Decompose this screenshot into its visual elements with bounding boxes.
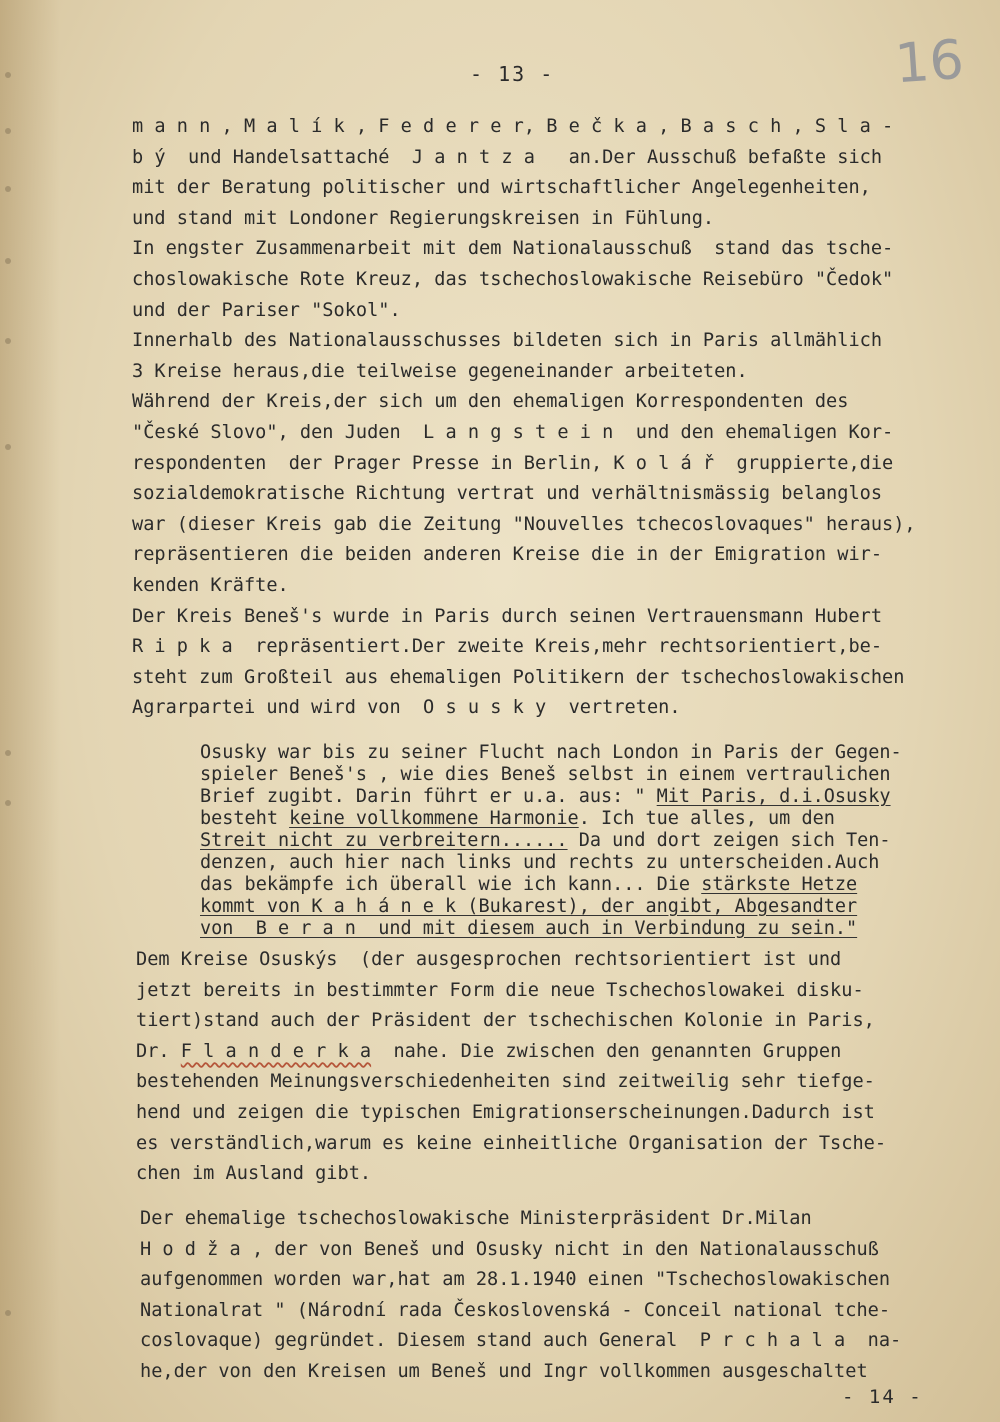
binding-hole: [5, 258, 11, 264]
underlined-text: stärkste Hetze: [701, 874, 858, 895]
text-line: choslowakische Rote Kreuz, das tschechoslowakische Reisebüro "Čedok": [132, 268, 894, 290]
binding-hole: [5, 750, 11, 756]
text-line: Agrarpartei und wird von O s u s k y vertreten.: [132, 697, 681, 719]
text-line: jetzt bereits in bestimmter Form die neue Tschechoslowakei disku-: [136, 979, 864, 1001]
text-line: kenden Kräfte.: [132, 574, 289, 596]
text-span: nahe. Die zwischen den genannten Gruppen: [371, 1040, 842, 1062]
binding-hole: [5, 186, 11, 192]
underlined-text: Mit Paris, d.i.Osusky: [656, 786, 891, 807]
text-line: mit der Beratung politischer und wirtschaftlicher Angelegenheiten,: [132, 177, 871, 199]
quote-text: das bekämpfe ich überall wie ich kann... Die: [200, 874, 702, 895]
text-line: coslovaque) gegründet. Diesem stand auch General P r c h a l a na-: [140, 1330, 902, 1352]
binding-hole: [5, 800, 11, 806]
paragraph-main: [132, 112, 982, 724]
text-line: Der ehemalige tschechoslowakische Ministerpräsident Dr.Milan: [140, 1208, 812, 1229]
paragraph-hodza: [140, 1204, 990, 1388]
text-line: m a n n , M a l í k , F e d e r e r, B e č k a , B a s c h , S l a -: [132, 116, 894, 137]
quote-text: besteht: [200, 808, 290, 829]
text-line: und der Pariser "Sokol".: [132, 299, 401, 321]
next-page-marker: - 14 -: [842, 1386, 923, 1408]
quote-line: [200, 786, 980, 808]
text-line: war (dieser Kreis gab die Zeitung "Nouvelles tchecoslovaques" heraus),: [132, 513, 916, 535]
text-line: H o d ž a , der von Beneš und Osusky nicht in den Nationalausschuß: [140, 1238, 879, 1260]
text-line: Nationalrat " (Národní rada Československá - Conceil national tche-: [140, 1299, 891, 1321]
quote-line-underlined: von B e r a n und mit diesem auch in Verbindung zu sein.": [200, 918, 858, 939]
text-line: aufgenommen worden war,hat am 28.1.1940 einen "Tschechoslowakischen: [140, 1269, 891, 1291]
underlined-text: keine vollkommene Harmonie: [289, 808, 579, 829]
quote-line: denzen, auch hier nach links und rechts zu unterscheiden.Auch: [200, 852, 880, 873]
text-line: repräsentieren die beiden anderen Kreise die in der Emigration wir-: [132, 544, 883, 566]
text-line: hend und zeigen die typischen Emigrationserscheinungen.Dadurch ist: [136, 1101, 875, 1123]
quote-text: Da und dort zeigen sich Ten-: [567, 830, 891, 851]
binding-hole: [5, 338, 11, 344]
archive-folio-number: 16: [892, 27, 966, 96]
binding-holes: [5, 0, 17, 1422]
quote-text: Brief zugibt. Darin führt er u.a. aus: ": [200, 786, 657, 807]
text-line: steht zum Großteil aus ehemaligen Politikern der tschechoslowakischen: [132, 666, 905, 688]
red-underlined-name: F l a n d e r k a: [180, 1040, 372, 1062]
text-line: tiert)stand auch der Präsident der tschechischen Kolonie in Paris,: [136, 1010, 875, 1032]
quote-line: spieler Beneš's , wie dies Beneš selbst in einem vertraulichen: [200, 764, 891, 785]
text-line: "České Slovo", den Juden L a n g s t e i n und den ehemaligen Kor-: [132, 421, 894, 443]
text-line: he,der von den Kreisen um Beneš und Ingr vollkommen ausgeschaltet: [140, 1360, 868, 1382]
quote-line: Osusky war bis zu seiner Flucht nach London in Paris der Gegen-: [200, 742, 902, 763]
text-line: Während der Kreis,der sich um den ehemaligen Korrespondenten des: [132, 391, 849, 413]
text-line: Der Kreis Beneš's wurde in Paris durch seinen Vertrauensmann Hubert: [132, 605, 883, 627]
quote-line: [200, 874, 980, 896]
text-line: [136, 1037, 986, 1068]
quote-line-underlined: kommt von K a h á n e k (Bukarest), der angibt, Abgesandter: [200, 896, 858, 917]
block-quote: [200, 742, 980, 940]
underlined-text: Streit nicht zu verbreitern......: [200, 830, 568, 851]
text-line: b ý und Handelsattaché J a n t z a an.Der Ausschuß befaßte sich: [132, 146, 883, 168]
quote-line: [200, 808, 980, 830]
text-line: bestehenden Meinungsverschiedenheiten sind zeitweilig sehr tiefge-: [136, 1071, 875, 1093]
text-line: respondenten der Prager Presse in Berlin, K o l á ř gruppierte,die: [132, 452, 894, 474]
page-number: - 13 -: [470, 62, 555, 86]
quote-line: [200, 830, 980, 852]
text-line: In engster Zusammenarbeit mit dem Nationalausschuß stand das tsche-: [132, 238, 894, 260]
binding-hole: [5, 128, 11, 134]
text-line: Innerhalb des Nationalausschusses bildeten sich in Paris allmählich: [132, 330, 883, 352]
text-line: es verständlich,warum es keine einheitliche Organisation der Tsche-: [136, 1132, 887, 1154]
text-span: Dr.: [136, 1040, 181, 1062]
binding-hole: [5, 72, 11, 78]
text-line: 3 Kreise heraus,die teilweise gegeneinander arbeiteten.: [132, 360, 748, 382]
binding-hole: [5, 444, 11, 450]
text-line: R i p k a repräsentiert.Der zweite Kreis,mehr rechtsorientiert,be-: [132, 636, 883, 658]
text-line: chen im Ausland gibt.: [136, 1163, 372, 1185]
binding-hole: [5, 1310, 11, 1316]
text-line: sozialdemokratische Richtung vertrat und verhältnismässig belanglos: [132, 483, 883, 505]
text-line: und stand mit Londoner Regierungskreisen in Fühlung.: [132, 207, 715, 229]
quote-text: . Ich tue alles, um den: [578, 808, 835, 829]
paragraph-osusky: [136, 945, 986, 1190]
text-line: Dem Kreise Osuskýs (der ausgesprochen rechtsorientiert ist und: [136, 949, 842, 970]
